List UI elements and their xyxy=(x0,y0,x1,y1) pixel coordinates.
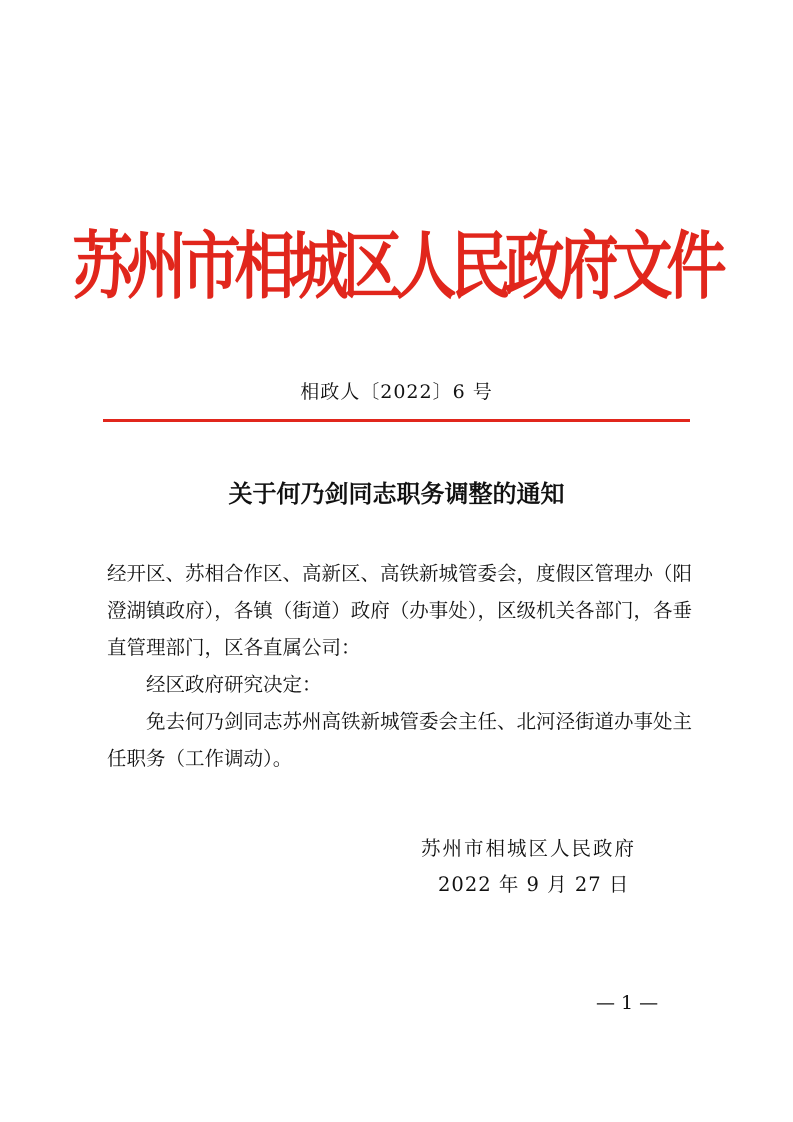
signature-issuer: 苏州市相城区人民政府 xyxy=(421,837,637,860)
document-header-title: 苏州市相城区人民政府文件 xyxy=(72,224,721,310)
addressee: 经开区、苏相合作区、高新区、高铁新城管委会，度假区管理办（阳澄湖镇政府），各镇（街道）政府（办事处），区级机关各部门，各垂直管理部门，区各直属公司： xyxy=(107,562,693,659)
document-number: 相政人〔2022〕6 号 xyxy=(300,381,493,403)
signature-date: 2022 年 9 月 27 日 xyxy=(438,873,630,896)
red-divider-line xyxy=(103,419,690,422)
body-paragraph-content: 免去何乃剑同志苏州高铁新城管委会主任、北河泾街道办事处主任职务（工作调动）。 xyxy=(107,710,693,770)
page-number: — 1 — xyxy=(596,992,659,1014)
body-paragraph-decision: 经区政府研究决定： xyxy=(146,673,322,696)
document-title: 关于何乃剑同志职务调整的通知 xyxy=(228,479,565,508)
